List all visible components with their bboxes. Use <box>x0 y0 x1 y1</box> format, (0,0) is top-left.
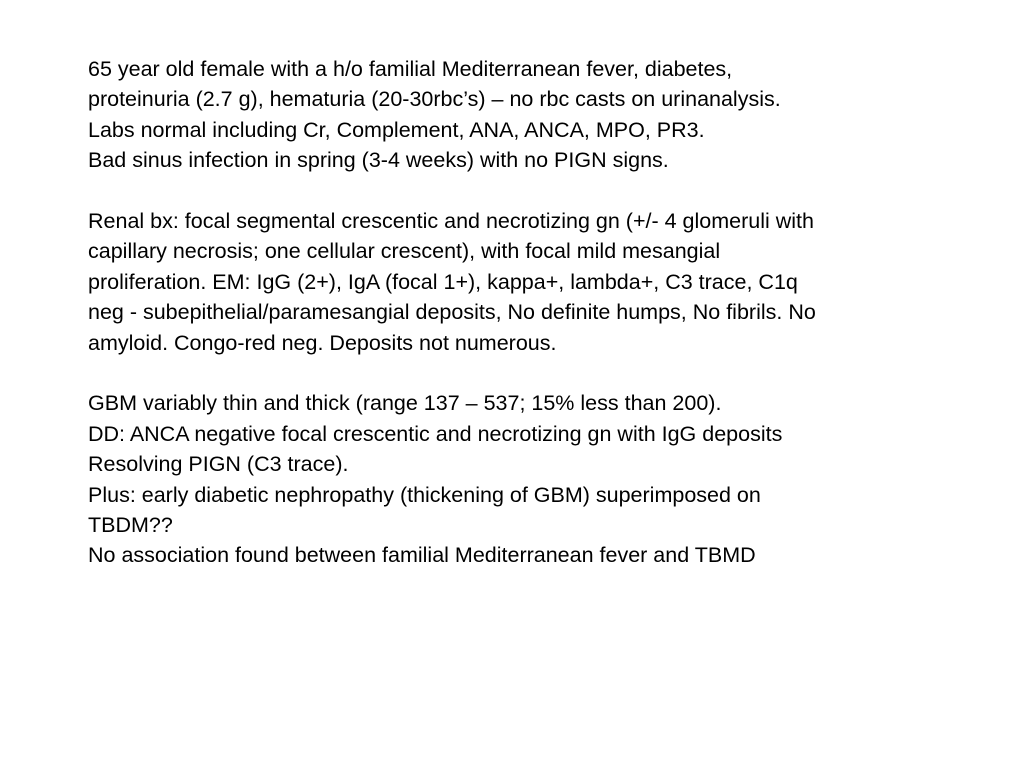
text-line: No association found between familial Mediterranean fever and TBMD <box>88 543 756 568</box>
text-line: TBDM?? <box>88 513 173 538</box>
text-line: Plus: early diabetic nephropathy (thickening of GBM) superimposed on <box>88 482 761 507</box>
paragraph-history <box>88 54 988 176</box>
text-line: Bad sinus infection in spring (3-4 weeks) with no PIGN signs. <box>88 148 669 173</box>
text-line: Resolving PIGN (C3 trace). <box>88 452 349 477</box>
paragraph-differential-diagnosis <box>88 388 988 570</box>
text-line: 65 year old female with a h/o familial Mediterranean fever, diabetes, <box>88 57 733 81</box>
text-line: neg - subepithelial/paramesangial deposits, No definite humps, No fibrils. No <box>88 300 816 325</box>
text-line: Renal bx: focal segmental crescentic and necrotizing gn (+/- 4 glomeruli with <box>88 209 814 234</box>
text-line: DD: ANCA negative focal crescentic and necrotizing gn with IgG deposits <box>88 421 783 446</box>
text-line: capillary necrosis; one cellular crescent), with focal mild mesangial <box>88 239 721 264</box>
text-line: GBM variably thin and thick (range 137 – 537; 15% less than 200). <box>88 391 722 416</box>
paragraph-spacer <box>88 176 988 206</box>
text-line: Labs normal including Cr, Complement, ANA, ANCA, MPO, PR3. <box>88 117 705 142</box>
paragraph-renal-biopsy <box>88 206 988 358</box>
text-line: amyloid. Congo-red neg. Deposits not numerous. <box>88 330 557 355</box>
text-line: proliferation. EM: IgG (2+), IgA (focal 1+), kappa+, lambda+, C3 trace, C1q <box>88 269 798 294</box>
text-line: proteinuria (2.7 g), hematuria (20-30rbc’s) – no rbc casts on urinanalysis. <box>88 87 781 112</box>
slide-body-text <box>88 54 988 571</box>
paragraph-spacer <box>88 358 988 388</box>
